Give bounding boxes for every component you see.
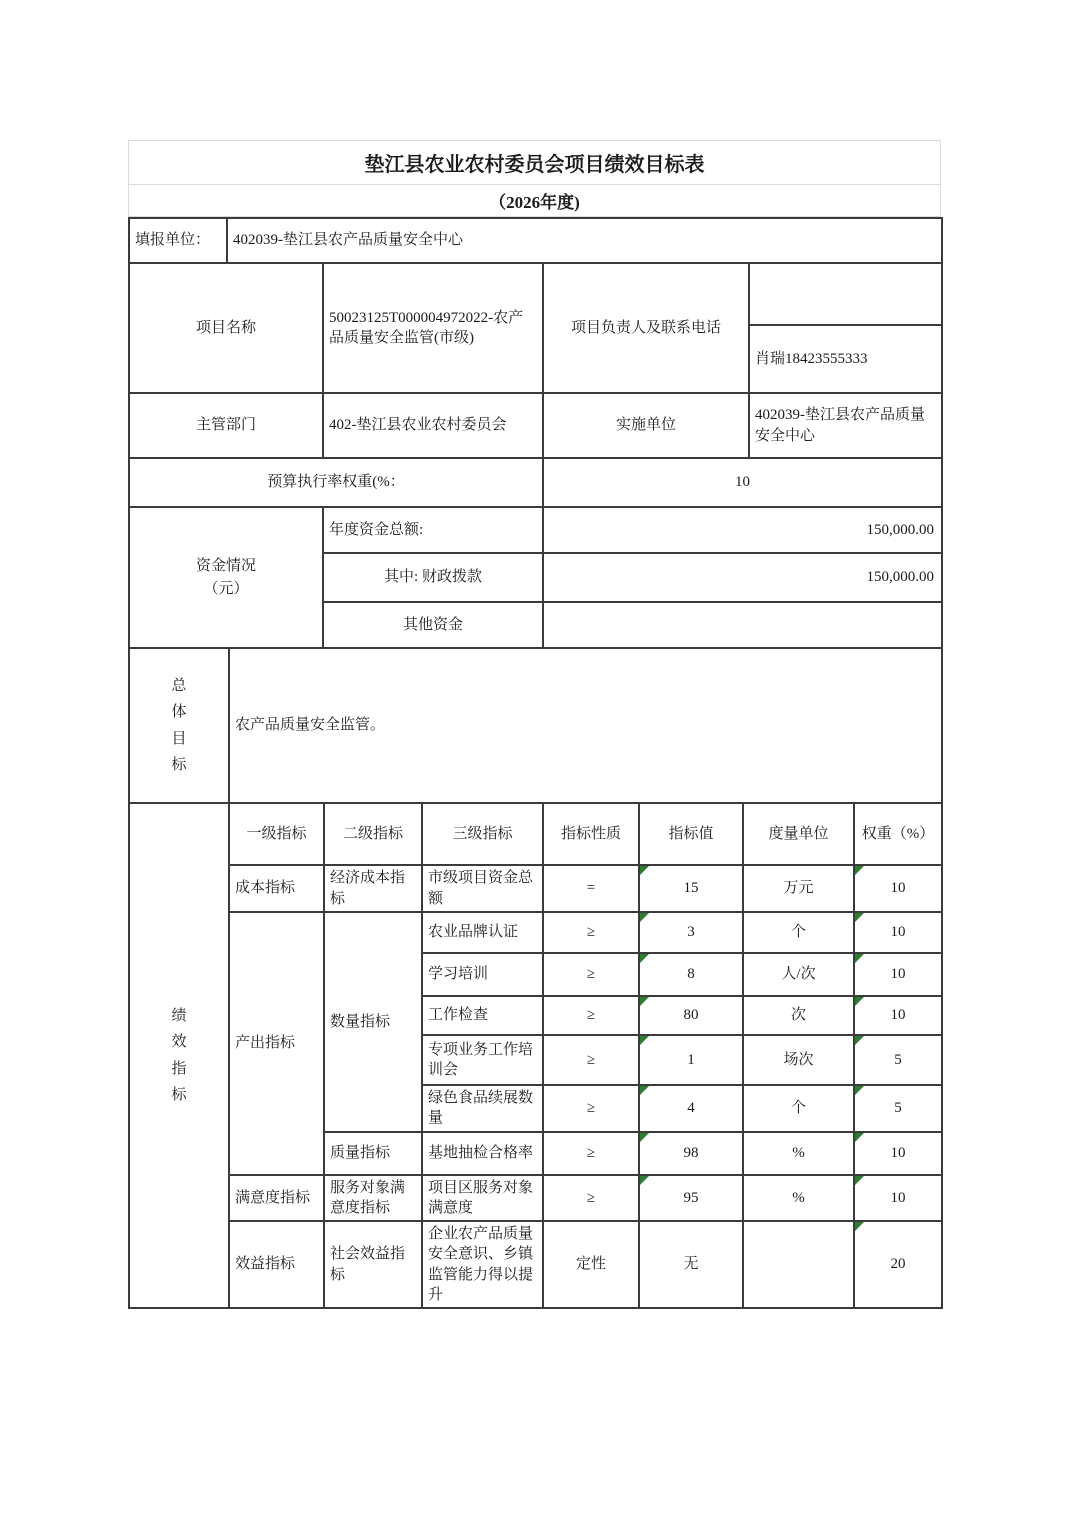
weight-cell: 10: [854, 1175, 942, 1222]
error-marker-icon: [640, 913, 649, 922]
error-marker-icon: [855, 1176, 864, 1185]
value-cell: 8: [639, 953, 743, 996]
error-marker-icon: [855, 1086, 864, 1095]
budget-rate-label: 预算执行率权重(%：: [129, 458, 543, 507]
dept-value: 402-垫江县农业农村委员会: [323, 393, 543, 458]
manager-value: 肖瑞18423555333: [749, 325, 942, 393]
nature-cell: ≥: [543, 1175, 639, 1222]
weight-cell: 10: [854, 1132, 942, 1175]
level3-cell: 企业农产品质量安全意识、乡镇监管能力得以提升: [422, 1221, 543, 1308]
project-name-value: 50023125T000004972022-农产品质量安全监管(市级): [323, 263, 543, 393]
indicator-row: [129, 865, 942, 912]
level2-cell: 经济成本指标: [324, 865, 422, 912]
level3-cell: 市级项目资金总额: [422, 865, 543, 912]
funding-row-label: 其中: 财政拨款: [323, 553, 543, 602]
overall-goal-label: [129, 648, 229, 803]
indicator-row: [129, 912, 942, 953]
indicator-col-header-value: 指标值: [639, 803, 743, 865]
level3-cell: 基地抽检合格率: [422, 1132, 543, 1175]
error-marker-icon: [640, 1086, 649, 1095]
level3-cell: 专项业务工作培训会: [422, 1035, 543, 1085]
indicators-label: [129, 803, 229, 1308]
budget-rate-table: [128, 457, 943, 508]
value-cell: 3: [639, 912, 743, 953]
weight-cell: 10: [854, 953, 942, 996]
value-cell: 95: [639, 1175, 743, 1222]
value-cell: 1: [639, 1035, 743, 1085]
error-marker-icon: [855, 997, 864, 1006]
page-title: 垫江县农业农村委员会项目绩效目标表: [128, 140, 941, 185]
level1-cell: 产出指标: [229, 912, 324, 1175]
indicator-col-header-level3: 三级指标: [422, 803, 543, 865]
level3-cell: 农业品牌认证: [422, 912, 543, 953]
error-marker-icon: [640, 954, 649, 963]
funding-row-value: 150,000.00: [543, 553, 942, 602]
unit-cell: %: [743, 1175, 854, 1222]
level2-cell: 服务对象满意度指标: [324, 1175, 422, 1222]
value-cell: 无: [639, 1221, 743, 1308]
reporting-unit-value: 402039-垫江县农产品质量安全中心: [227, 218, 942, 263]
indicator-row: [129, 1175, 942, 1222]
level2-cell: 社会效益指标: [324, 1221, 422, 1308]
value-cell: 15: [639, 865, 743, 912]
funding-label: [129, 507, 323, 648]
overall-goal-content: 农产品质量安全监管。: [229, 648, 942, 803]
manager-empty-cell: [749, 263, 942, 325]
indicator-col-header-level1: 一级指标: [229, 803, 324, 865]
indicators-label-text: 绩效指标: [171, 1008, 187, 1103]
level3-cell: 学习培训: [422, 953, 543, 996]
nature-cell: =: [543, 865, 639, 912]
error-marker-icon: [855, 866, 864, 875]
weight-cell: 10: [854, 996, 942, 1035]
level3-cell: 项目区服务对象满意度: [422, 1175, 543, 1222]
error-marker-icon: [855, 1133, 864, 1142]
error-marker-icon: [855, 913, 864, 922]
nature-cell: ≥: [543, 996, 639, 1035]
indicator-col-header-unit: 度量单位: [743, 803, 854, 865]
error-marker-icon: [855, 1036, 864, 1045]
overall-goal-label-text: 总体目标: [171, 678, 187, 773]
level3-cell: 工作检查: [422, 996, 543, 1035]
level1-cell: 成本指标: [229, 865, 324, 912]
unit-cell: 个: [743, 912, 854, 953]
reporting-unit-label: 填报单位：: [129, 218, 227, 263]
budget-rate-value: 10: [543, 458, 942, 507]
nature-cell: ≥: [543, 1132, 639, 1175]
weight-cell: 10: [854, 912, 942, 953]
funding-row-label: 年度资金总额:: [323, 507, 543, 553]
nature-cell: ≥: [543, 1035, 639, 1085]
unit-cell: 场次: [743, 1035, 854, 1085]
unit-cell: %: [743, 1132, 854, 1175]
funding-row-value: 150,000.00: [543, 507, 942, 553]
error-marker-icon: [640, 997, 649, 1006]
value-cell: 80: [639, 996, 743, 1035]
level1-cell: 效益指标: [229, 1221, 324, 1308]
unit-cell: 万元: [743, 865, 854, 912]
manager-label: 项目负责人及联系电话: [543, 263, 749, 393]
unit-cell: 次: [743, 996, 854, 1035]
funding-label-line1: 资金情况: [195, 558, 256, 574]
value-cell: 4: [639, 1085, 743, 1132]
value-cell: 98: [639, 1132, 743, 1175]
level2-cell: 质量指标: [324, 1132, 422, 1175]
error-marker-icon: [640, 866, 649, 875]
indicator-col-header-level2: 二级指标: [324, 803, 422, 865]
level3-cell: 绿色食品续展数量: [422, 1085, 543, 1132]
error-marker-icon: [640, 1036, 649, 1045]
nature-cell: ≥: [543, 1085, 639, 1132]
indicator-col-header-nature: 指标性质: [543, 803, 639, 865]
level2-cell: 数量指标: [324, 912, 422, 1132]
nature-cell: ≥: [543, 912, 639, 953]
error-marker-icon: [855, 1222, 864, 1231]
funding-row-value: [543, 602, 942, 648]
indicator-col-header-weight: 权重（%）: [854, 803, 942, 865]
project-name-label: 项目名称: [129, 263, 323, 393]
funding-label-line2: （元）: [203, 580, 249, 597]
error-marker-icon: [855, 954, 864, 963]
impl-value: 402039-垫江县农产品质量安全中心: [749, 393, 942, 458]
unit-cell: [743, 1221, 854, 1308]
indicator-row: [129, 1221, 942, 1308]
unit-cell: 个: [743, 1085, 854, 1132]
funding-row-label: 其他资金: [323, 602, 543, 648]
weight-cell: 20: [854, 1221, 942, 1308]
overall-goal-table: [128, 647, 943, 804]
error-marker-icon: [640, 1176, 649, 1185]
level1-cell: 满意度指标: [229, 1175, 324, 1222]
weight-cell: 5: [854, 1035, 942, 1085]
performance-target-sheet: [128, 140, 941, 1309]
weight-cell: 10: [854, 865, 942, 912]
page-subtitle: （2026年度): [128, 184, 941, 217]
reporting-unit-table: [128, 217, 943, 264]
unit-cell: 人/次: [743, 953, 854, 996]
weight-cell: 5: [854, 1085, 942, 1132]
impl-label: 实施单位: [543, 393, 749, 458]
indicators-table: [128, 802, 943, 1309]
nature-cell: 定性: [543, 1221, 639, 1308]
nature-cell: ≥: [543, 953, 639, 996]
dept-label: 主管部门: [129, 393, 323, 458]
funding-table: [128, 506, 943, 649]
error-marker-icon: [640, 1133, 649, 1142]
project-info-table: [128, 262, 943, 459]
